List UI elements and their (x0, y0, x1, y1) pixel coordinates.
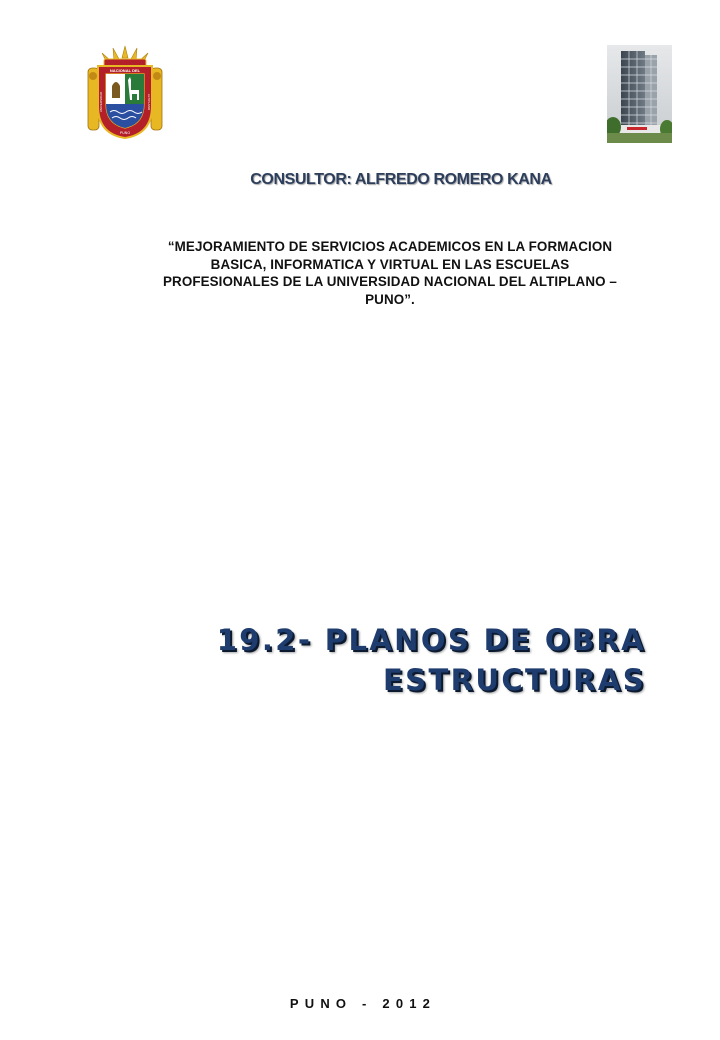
crest-text-top: NACIONAL DEL (109, 68, 141, 73)
university-crest-logo (80, 44, 170, 140)
project-title-line: “MEJORAMIENTO DE SERVICIOS ACADEMICOS EN LA FORMACION (167, 239, 613, 254)
crest-text-bottom: PUNO (119, 131, 131, 135)
crest-text-right: ALTIPLANO (147, 93, 151, 111)
crest-text-left: UNIVERSIDAD (99, 91, 103, 113)
project-title (120, 238, 660, 308)
consultant-name: CONSULTOR: ALFREDO ROMERO KANA (250, 171, 552, 188)
building-rendering-image (607, 45, 672, 143)
footer-place-year: PUNO - 2012 (289, 996, 437, 1011)
project-title-line: BASICA, INFORMATICA Y VIRTUAL EN LAS ESCUELAS (210, 256, 570, 272)
project-title-line: PROFESIONALES DE LA UNIVERSIDAD NACIONAL DEL ALTIPLANO – (163, 274, 617, 290)
project-title-line: PUNO”. (365, 291, 415, 307)
section-heading-line: 19.2- PLANOS DE OBRA (216, 623, 646, 657)
section-heading (217, 620, 646, 700)
section-heading-line: ESTRUCTURAS (382, 663, 646, 697)
